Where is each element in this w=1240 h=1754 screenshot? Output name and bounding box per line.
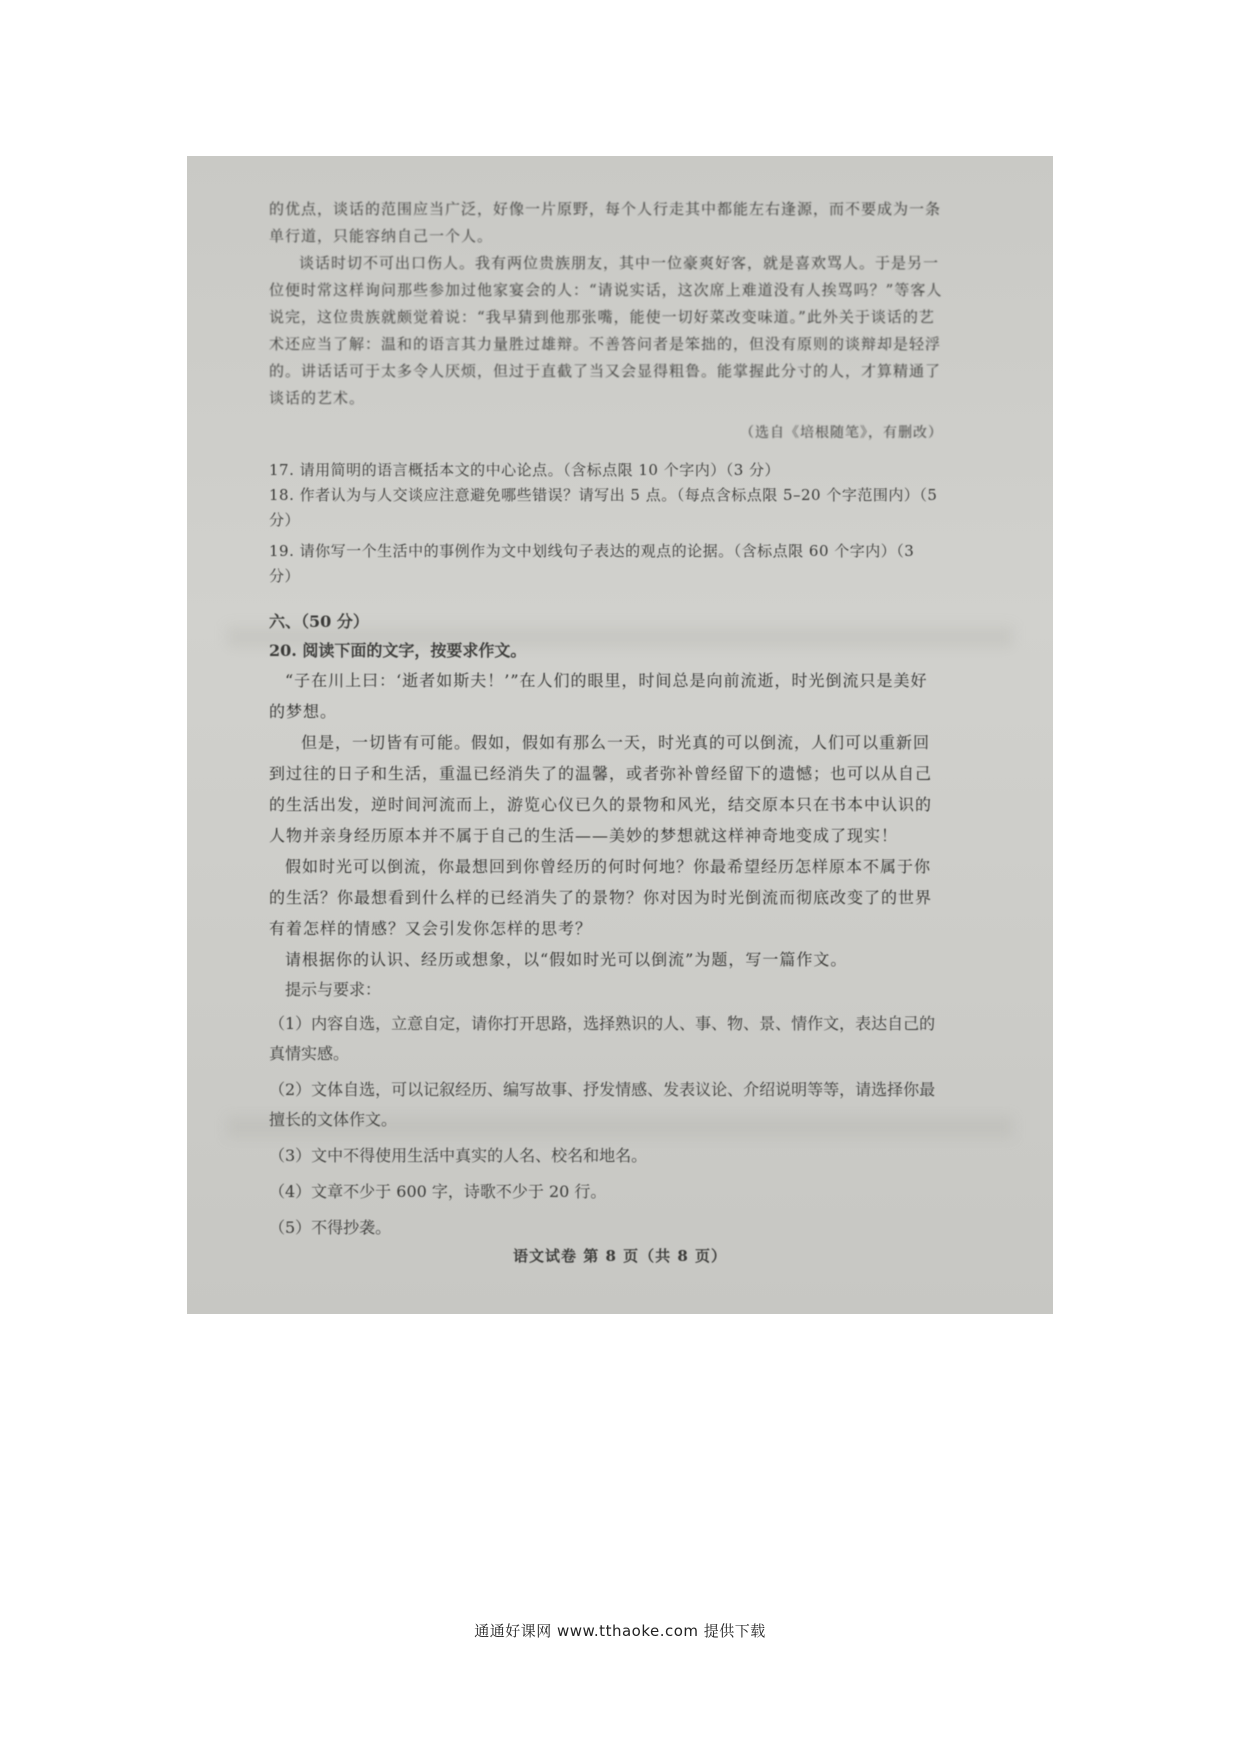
requirement-item: （5）不得抄袭。 bbox=[269, 1218, 392, 1237]
prompt-paragraph: 假如时光可以倒流，你最想回到你曾经历的何时何地？你最希望经历怎样原本不属于你的生活？你最想看到什么样的已经消失了的景物？你对因为时光倒流而彻底改变了的世界有着怎样的情感？又会引发你怎样的思考？ bbox=[269, 857, 933, 938]
requirement-item: （4）文章不少于 600 字，诗歌不少于 20 行。 bbox=[269, 1182, 607, 1201]
prompt-paragraph: “子在川上曰：‘逝者如斯夫！’”在人们的眼里，时间总是向前流逝，时光倒流只是美好的梦想。 bbox=[269, 671, 928, 721]
prompt-paragraph: 请根据你的认识、经历或想象，以“假如时光可以倒流”为题，写一篇作文。 bbox=[285, 950, 848, 969]
prompt-paragraph: 但是，一切皆有可能。假如，假如有那么一天，时光真的可以倒流，人们可以重新回到过往的日子和生活，重温已经消失了的温馨，或者弥补曾经留下的遗憾；也可以从自己的生活出发，逆时间河流而上，游览心仪已久的景物和风光，结交原本只在书本中认识的人物并亲身经历原本并不属于自己的生活——美妙的梦想就这样神奇地变成了现实！ bbox=[269, 733, 933, 845]
download-footer: 通通好课网 www.tthaoke.com 提供下载 bbox=[474, 1622, 766, 1640]
page-number: 语文试卷 第 8 页（共 8 页） bbox=[513, 1247, 727, 1265]
task-title: 20. 阅读下面的文字，按要求作文。 bbox=[269, 641, 527, 660]
exam-page-photo bbox=[187, 156, 1053, 1314]
writing-task bbox=[269, 607, 943, 1243]
question-item: 19. 请你写一个生活中的事例作为文中划线句子表达的观点的论据。（含标点限 60 个字内）（3 分） bbox=[269, 542, 915, 585]
requirements-heading: 提示与要求： bbox=[285, 980, 382, 999]
section-heading: 六、（50 分） bbox=[269, 612, 369, 631]
question-list bbox=[269, 458, 943, 589]
requirement-item: （3）文中不得使用生活中真实的人名、校名和地名。 bbox=[269, 1146, 648, 1165]
question-item: 17. 请用简明的语言概括本文的中心论点。（含标点限 10 个字内）（3 分） bbox=[269, 461, 781, 479]
requirement-item: （2）文体自选，可以记叙经历、编写故事、抒发情感、发表议论、介绍说明等等，请选择你最擅长的文体作文。 bbox=[269, 1080, 936, 1129]
question-item: 18. 作者认为与人交谈应注意避免哪些错误？请写出 5 点。（每点含标点限 5–20 个字范围内）（5 分） bbox=[269, 486, 938, 529]
article-paragraph: 谈话时切不可出口伤人。我有两位贵族朋友，其中一位豪爽好客，就是喜欢骂人。于是另一位便时常这样询问那些参加过他家宴会的人：“请说实话，这次席上难道没有人挨骂吗？”等客人说完，这位贵族就颇觉着说：“我早猜到他那张嘴，能使一切好菜改变味道。”此外关于谈话的艺术还应当了解：温和的语言其力量胜过雄辩。不善答问者是笨拙的，但没有原则的谈辩却是轻浮的。讲话话可于太多令人厌烦，但过于直截了当又会显得粗鲁。能掌握此分寸的人，才算精通了谈话的艺术。 bbox=[269, 254, 943, 407]
reading-article bbox=[269, 196, 943, 442]
requirement-item: （1）内容自选，立意自定，请你打开思路，选择熟识的人、事、物、景、情作文，表达自己的真情实感。 bbox=[269, 1014, 936, 1063]
article-paragraph: 的优点，谈话的范围应当广泛，好像一片原野，每个人行走其中都能左右逢源，而不要成为一条单行道，只能容纳自己一个人。 bbox=[269, 200, 942, 245]
article-source: （选自《培根随笔》，有删改） bbox=[740, 425, 943, 441]
